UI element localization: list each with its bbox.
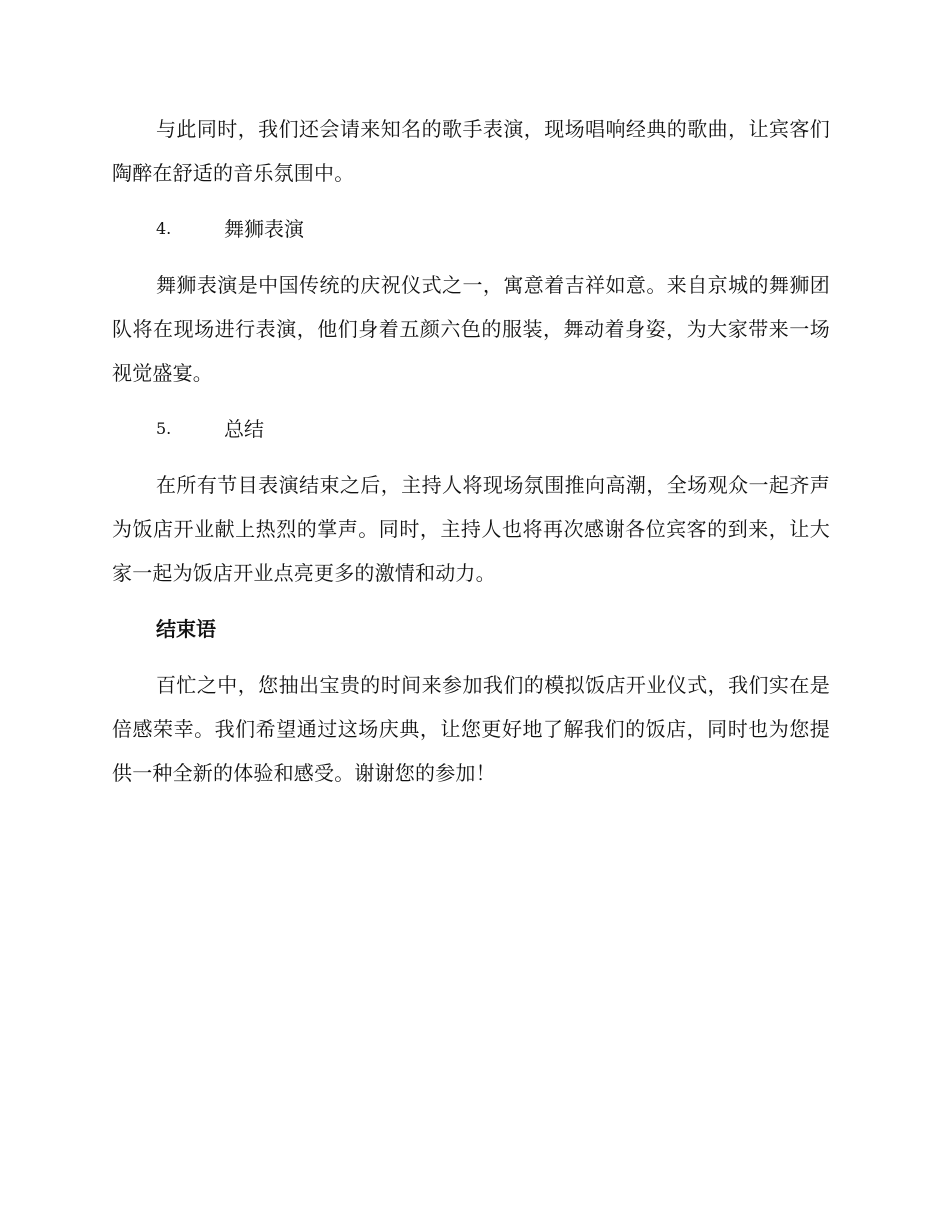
paragraph-singer-performance: 与此同时，我们还会请来知名的歌手表演，现场唱响经典的歌曲，让宾客们陶醉在舒适的音乐氛围中。 xyxy=(112,117,830,185)
paragraph-closing: 百忙之中，您抽出宝贵的时间来参加我们的模拟饭店开业仪式，我们实在是倍感荣幸。我们希望通过这场庆典，让您更好地了解我们的饭店，同时也为您提供一种全新的体验和感受。谢谢您的参加！ xyxy=(112,673,830,785)
paragraph-lion-dance: 舞狮表演是中国传统的庆祝仪式之一，寓意着吉祥如意。来自京城的舞狮团队将在现场进行表演，他们身着五颜六色的服装，舞动着身姿，为大家带来一场视觉盛宴。 xyxy=(112,273,830,385)
section-heading-summary xyxy=(112,407,830,451)
section-heading-lion-dance xyxy=(112,207,830,251)
section-title: 舞狮表演 xyxy=(224,217,304,241)
closing-heading: 结束语 xyxy=(156,617,216,641)
section-number: 5. xyxy=(156,419,172,438)
document-body xyxy=(112,107,830,807)
section-title: 总结 xyxy=(224,417,264,441)
paragraph-summary: 在所有节目表演结束之后，主持人将现场氛围推向高潮，全场观众一起齐声为饭店开业献上热烈的掌声。同时，主持人也将再次感谢各位宾客的到来，让大家一起为饭店开业点亮更多的激情和动力。 xyxy=(112,473,830,585)
section-number: 4. xyxy=(156,219,172,238)
